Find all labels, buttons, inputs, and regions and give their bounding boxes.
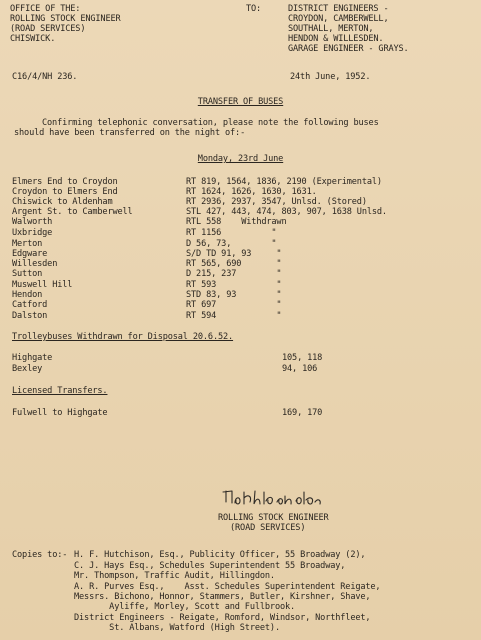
licensed-heading: Licensed Transfers.	[12, 386, 108, 396]
transfer-route: Edgware	[12, 249, 48, 259]
letter-date: 24th June, 1952.	[290, 72, 371, 82]
transfer-route: Dalston	[12, 311, 48, 321]
transfer-buses: RT 594 "	[186, 311, 282, 321]
transfer-route: Catford	[12, 300, 48, 310]
from-line-4: CHISWICK.	[10, 34, 56, 44]
to-line-4: HENDON & WILLESDEN.	[288, 34, 384, 44]
day-heading: Monday, 23rd June	[197, 154, 284, 164]
copy-recipient: Mr. Thompson, Traffic Audit, Hillingdon.	[74, 571, 275, 581]
transfer-buses: D 56, 73, "	[186, 239, 277, 249]
copies-label: Copies to:-	[12, 550, 68, 560]
to-line-3: SOUTHALL, MERTON,	[288, 24, 374, 34]
transfer-buses: RT 1156 "	[186, 228, 277, 238]
transfer-buses: D 215, 237 "	[186, 269, 282, 279]
intro-line-1: Confirming telephonic conversation, please note the following buses	[42, 118, 379, 128]
copy-recipient: District Engineers - Reigate, Romford, Windsor, Northfleet,	[74, 613, 371, 623]
transfer-buses: RT 1624, 1626, 1630, 1631.	[186, 187, 317, 197]
transfer-route: Elmers End to Croydon	[12, 177, 118, 187]
intro-line-2: should have been transferred on the night of:-	[14, 128, 246, 138]
transfer-route: Argent St. to Camberwell	[12, 207, 133, 217]
transfer-buses: RT 819, 1564, 1836, 2190 (Experimental)	[186, 177, 382, 187]
copy-recipient: H. F. Hutchison, Esq., Publicity Officer, 55 Broadway (2),	[74, 550, 366, 560]
transfer-buses: RT 2936, 2937, 3547, Unlsd. (Stored)	[186, 197, 367, 207]
reference-number: C16/4/NH 236.	[12, 72, 78, 82]
copy-recipient: Messrs. Bichono, Honnor, Stammers, Butler, Kirshner, Shave,	[74, 592, 371, 602]
transfer-route: Hendon	[12, 290, 43, 300]
transfer-buses: RT 565, 690 "	[186, 259, 282, 269]
transfer-route: Croydon to Elmers End	[12, 187, 118, 197]
licensed-buses: 169, 170	[282, 408, 323, 418]
transfer-route: Willesden	[12, 259, 58, 269]
transfer-buses: RTL 558 Withdrawn	[186, 217, 287, 227]
trolleybus-heading: Trolleybuses Withdrawn for Disposal 20.6.52.	[12, 332, 234, 342]
copy-recipient: A. R. Purves Esq., Asst. Schedules Superintendent Reigate,	[74, 582, 381, 592]
transfer-route: Sutton	[12, 269, 43, 279]
from-line-2: ROLLING STOCK ENGINEER	[10, 14, 121, 24]
handwritten-signature	[222, 488, 342, 510]
transfer-route: Chiswick to Aldenham	[12, 197, 113, 207]
transfer-route: Merton	[12, 239, 43, 249]
signature-subtitle: (ROAD SERVICES)	[230, 523, 306, 533]
transfer-buses: RT 697 "	[186, 300, 282, 310]
from-line-1: OFFICE OF THE:	[10, 4, 81, 14]
transfer-buses: S/D TD 91, 93 "	[186, 249, 282, 259]
transfer-buses: RT 593 "	[186, 280, 282, 290]
to-line-5: GARAGE ENGINEER - GRAYS.	[288, 44, 409, 54]
transfer-route: Muswell Hill	[12, 280, 73, 290]
licensed-route: Fulwell to Highgate	[12, 408, 108, 418]
transfer-buses: STL 427, 443, 474, 803, 907, 1638 Unlsd.	[186, 207, 387, 217]
copy-recipient: C. J. Hays Esq., Schedules Superintendent 55 Broadway,	[74, 561, 346, 571]
transfer-route: Walworth	[12, 217, 53, 227]
transfer-route: Uxbridge	[12, 228, 53, 238]
to-line-2: CROYDON, CAMBERWELL,	[288, 14, 389, 24]
trolley-buses: 94, 106	[282, 364, 318, 374]
transfer-buses: STD 83, 93 "	[186, 290, 282, 300]
trolley-buses: 105, 118	[282, 353, 323, 363]
signature-title: ROLLING STOCK ENGINEER	[218, 513, 329, 523]
to-line-1: DISTRICT ENGINEERS -	[288, 4, 389, 14]
to-label: TO:	[246, 4, 262, 14]
from-line-3: (ROAD SERVICES)	[10, 24, 86, 34]
copy-recipient: St. Albans, Watford (High Street).	[74, 623, 280, 633]
document-title: TRANSFER OF BUSES	[197, 97, 284, 107]
copy-recipient: Ayliffe, Morley, Scott and Fullbrook.	[74, 602, 296, 612]
trolley-route: Highgate	[12, 353, 53, 363]
trolley-route: Bexley	[12, 364, 43, 374]
